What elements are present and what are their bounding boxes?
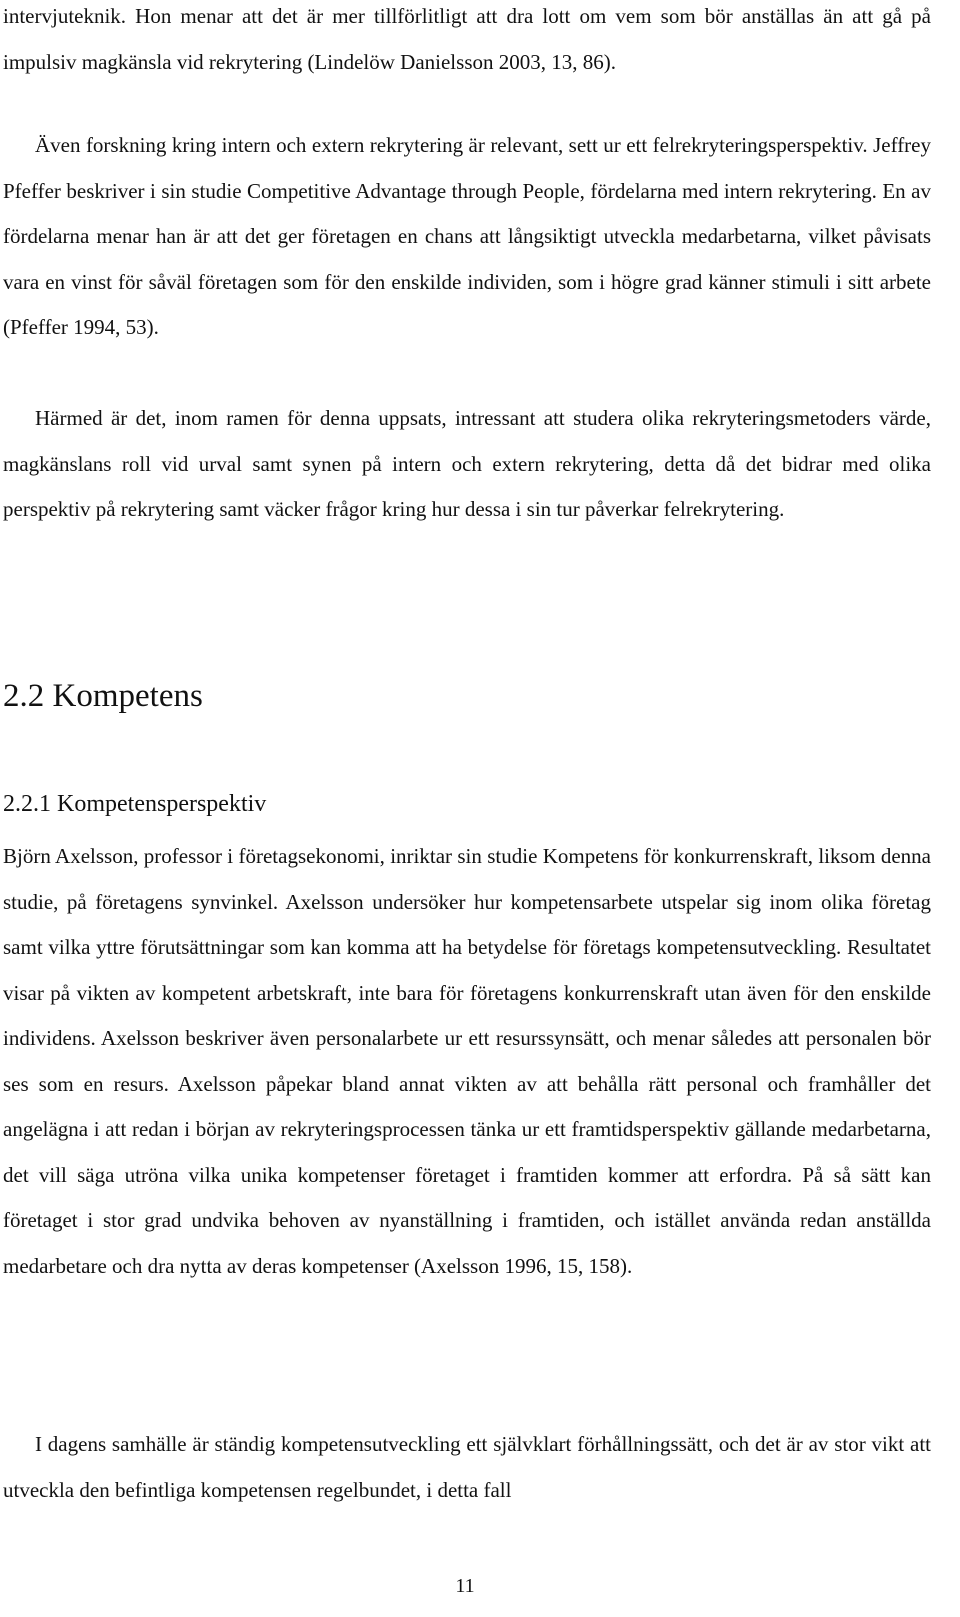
body-paragraph: Även forskning kring intern och extern rekrytering är relevant, sett ur ett felrekryteringsperspektiv. Jeffrey Pfeffer beskriver i sin studie Competitive Advantage through People, fördelarna med intern rekrytering. En av fördelarna menar han är att det ger företagen en chans att långsiktigt utveckla medarbetarna, vilket påvisats vara en vinst för såväl företagen som för den enskilde individen, som i högre grad känner stimuli i sitt arbete (Pfeffer 1994, 53). [3, 133, 931, 339]
body-paragraph: I dagens samhälle är ständig kompetensutveckling ett självklart förhållningssätt, och det är av stor vikt att utveckla den befintliga kompetensen regelbundet, i detta fall [3, 1432, 931, 1502]
section-heading: 2.2 Kompetens [3, 678, 203, 714]
body-paragraph: intervjuteknik. Hon menar att det är mer tillförlitligt att dra lott om vem som bör anställas än att gå på impulsiv magkänsla vid rekrytering (Lindelöw Danielsson 2003, 13, 86). [3, 4, 931, 74]
page-number: 11 [455, 1575, 475, 1597]
body-paragraph: Björn Axelsson, professor i företagsekonomi, inriktar sin studie Kompetens för konkurrenskraft, liksom denna studie, på företagens synvinkel. Axelsson undersöker hur kompetensarbete utspelar sig inom olika företag samt vilka yttre förutsättningar som kan komma att ha betydelse för företags kompetensutveckling. Resultatet visar på vikten av kompetent arbetskraft, inte bara för företagens konkurrenskraft utan även för den enskilde individens. Axelsson beskriver även personalarbete ur ett resurssynsätt, och menar således att personalen bör ses som en resurs. Axelsson påpekar bland annat vikten av att behålla rätt personal och framhåller det angelägna i att redan i början av rekryteringsprocessen tänka ur ett framtidsperspektiv gällande medarbetarna, det vill säga utröna vilka unika kompetenser företaget i framtiden kommer att erfordra. På så sätt kan företaget i stor grad undvika behoven av nyanställning i framtiden, och istället använda redan anställda medarbetare och dra nytta av deras kompetenser (Axelsson 1996, 15, 158). [3, 844, 931, 1278]
body-paragraph: Härmed är det, inom ramen för denna uppsats, intressant att studera olika rekryteringsmetoders värde, magkänslans roll vid urval samt synen på intern och extern rekrytering, detta då det bidrar med olika perspektiv på rekrytering samt väcker frågor kring hur dessa i sin tur påverkar felrekrytering. [3, 406, 931, 521]
subsection-heading: 2.2.1 Kompetensperspektiv [3, 791, 267, 817]
